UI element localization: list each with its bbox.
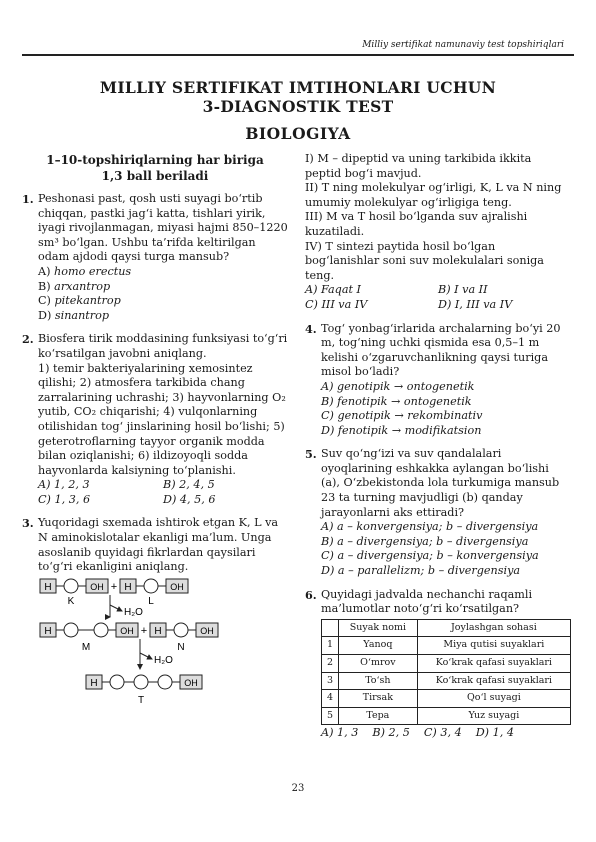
statement-3: III) M va T hosil bo‘lganda suv ajralishi kuzatiladi. bbox=[305, 210, 528, 238]
oh-group-label: OH bbox=[184, 677, 198, 688]
option-d: D) I, III va IV bbox=[438, 297, 513, 311]
question-number: 5. bbox=[305, 447, 317, 462]
dipeptide-m bbox=[40, 623, 138, 653]
question-text: Biosfera tirik moddasining funksiyasi to‘g‘ri ko‘rsatilgan javobni aniqlang. bbox=[38, 332, 288, 360]
h-group-label: H bbox=[90, 677, 98, 689]
question-number: 1. bbox=[22, 192, 34, 206]
option-d: D) 4, 5, 6 bbox=[163, 492, 216, 506]
header-rule bbox=[22, 54, 574, 56]
option-a: A) a – konvergensiya; b – divergensiya bbox=[321, 520, 539, 534]
option-b: B) 2, 5 bbox=[372, 726, 410, 740]
oh-group-label: OH bbox=[200, 625, 214, 636]
table-cell: Ko‘krak qafasi suyaklari bbox=[417, 672, 570, 690]
table-cell: Yuz suyagi bbox=[417, 707, 570, 725]
table-row bbox=[322, 672, 571, 690]
table-cell: Tepa bbox=[339, 707, 418, 725]
header-cell: Joylashgan sohasi bbox=[417, 619, 570, 637]
option-b: B) 2, 4, 5 bbox=[163, 478, 215, 492]
title-line-2: 3-DIAGNOSTIK TEST bbox=[202, 97, 394, 116]
label-l: L bbox=[148, 595, 154, 607]
table-cell: Tirsak bbox=[339, 690, 418, 708]
table-cell: 1 bbox=[322, 637, 339, 655]
question-1 bbox=[22, 192, 288, 323]
label-m: M bbox=[81, 641, 91, 653]
question-number: 3. bbox=[22, 516, 34, 531]
question-number: 2. bbox=[22, 332, 34, 347]
question-text: Tog‘ yonbag‘irlarida archalarning bo‘yi 20 m, tog‘ning uchki qismida esa 0,5–1 m kelishi o‘zgaruvchanlikning qaysi turiga misol bo‘ladi? bbox=[321, 321, 561, 379]
water-release-arrow bbox=[110, 605, 122, 611]
option-d: D) 1, 4 bbox=[475, 726, 514, 740]
table-cell: 2 bbox=[322, 655, 339, 673]
question-4 bbox=[305, 322, 571, 439]
option-b: B) a – divergensiya; b – divergensiya bbox=[321, 534, 529, 548]
water-label: H₂O bbox=[124, 606, 143, 618]
question-text: Yuqoridagi sxemada ishtirok etgan K, L va N aminokislotalar ekanligi ma’lum. Unga asoslanib quyidagi fikrlardan qaysilari to‘g‘ri ekanligini aniqlang. bbox=[38, 516, 279, 574]
table-cell: Qo‘l suyagi bbox=[417, 690, 570, 708]
question-2 bbox=[22, 332, 288, 507]
option-c: C) 3, 4 bbox=[423, 726, 462, 740]
option-d: D) a – parallelizm; b – divergensiya bbox=[321, 564, 521, 578]
option-a: A) 1, 2, 3 bbox=[38, 478, 90, 492]
option-d: D) fenotipik → modifikatsion bbox=[321, 423, 482, 437]
statements: 1) temir bakteriyalarining xemosintez qilishi; 2) atmosfera tarkibida chang zarralarining uchrashi; 3) hayvonlarning O₂ yutib, CO₂ chiqarishi; 4) vulqonlarning otilishidan tog‘ jinslarining hosil bo‘lishi; 5) geterotroflarning tayyor organik modda bilan oziqlanishi; 6) ildizoyoqli sodda hayvonlarda kalsiyning to‘planishi. bbox=[38, 361, 286, 477]
table-row bbox=[322, 637, 571, 655]
option-c: C) III va IV bbox=[305, 297, 368, 311]
table-cell: Miya qutisi suyaklari bbox=[417, 637, 570, 655]
oh-group-label: OH bbox=[90, 581, 104, 592]
table-cell: 5 bbox=[322, 707, 339, 725]
left-column bbox=[22, 152, 288, 712]
scoring-line-2: 1,3 ball beriladi bbox=[101, 169, 209, 183]
option-b: B) fenotipik → ontogenetik bbox=[321, 394, 472, 408]
water-release-arrow bbox=[140, 653, 152, 659]
question-text: Peshonasi past, qosh usti suyagi bo‘rtib chiqqan, pastki jag‘i katta, tishlari yirik, iyagi rivojlanmagan, miyasi hajmi 850–1220 sm³ bo‘lgan. Ushbu ta’rifda keltirilgan odam ajdodi qaysi turga mansub? bbox=[38, 192, 288, 264]
h-group-label: H bbox=[124, 581, 132, 593]
oh-group-label: OH bbox=[120, 625, 134, 636]
label-n: N bbox=[177, 641, 185, 653]
oh-group-label: OH bbox=[170, 581, 184, 592]
question-text: Quyidagi jadvalda nechanchi raqamli ma’lumotlar noto‘g‘ri ko‘rsatilgan? bbox=[321, 587, 533, 616]
question-number: 6. bbox=[305, 587, 317, 602]
bones-table bbox=[321, 619, 571, 726]
page-number: 23 bbox=[291, 783, 305, 794]
question-6 bbox=[305, 588, 571, 617]
table-header-row bbox=[322, 619, 571, 637]
question-3 bbox=[22, 516, 288, 574]
water-label: H₂O bbox=[154, 654, 173, 666]
amino-acid-l bbox=[120, 579, 188, 607]
option-a: A) Faqat I bbox=[305, 283, 361, 297]
plus-sign: + bbox=[140, 624, 148, 637]
table-row bbox=[322, 690, 571, 708]
statement-2: II) T ning molekulyar og‘irligi, K, L va N ning umumiy molekulyar og‘irligiga teng. bbox=[305, 181, 562, 209]
table-cell: 4 bbox=[322, 690, 339, 708]
scoring-line-1: 1–10-topshiriqlarning har biriga bbox=[46, 153, 264, 167]
table-cell: Ko‘krak qafasi suyaklari bbox=[417, 655, 570, 673]
test-title bbox=[0, 78, 596, 116]
question-3-statements bbox=[305, 152, 571, 313]
h-group-label: H bbox=[44, 625, 52, 637]
table-cell: O‘mrov bbox=[339, 655, 418, 673]
amino-acid-k bbox=[40, 579, 108, 607]
option-b: B) I va II bbox=[438, 283, 488, 297]
running-header: Milliy sertifikat namunaviy test topshiriqlari bbox=[362, 40, 564, 50]
table-row bbox=[322, 655, 571, 673]
table-cell: 3 bbox=[322, 672, 339, 690]
statement-1: I) M – dipeptid va uning tarkibida ikkita peptid bog‘i mavjud. bbox=[305, 152, 532, 180]
h-group-label: H bbox=[44, 581, 52, 593]
question-text: Suv qo‘ng‘izi va suv qandalalari oyoqlarining eshkakka aylangan bo‘lishi (a), O‘zbekistonda lola turkumiga mansub 23 ta turning mavjudligi (b) qanday jarayonlarni aks ettiradi? bbox=[321, 447, 560, 519]
h-group-label: H bbox=[154, 625, 162, 637]
option-c: C) a – divergensiya; b – konvergensiya bbox=[321, 549, 539, 563]
table-cell: Yanoq bbox=[339, 637, 418, 655]
option-b: B) arxantrop bbox=[38, 279, 111, 293]
subject-heading: BIOLOGIYA bbox=[245, 124, 351, 143]
amino-acid-n bbox=[150, 623, 218, 653]
question-number: 4. bbox=[305, 321, 317, 336]
header-cell: Suyak nomi bbox=[339, 619, 418, 637]
option-c: C) 1, 3, 6 bbox=[38, 492, 91, 506]
statement-4: IV) T sintezi paytida hosil bo‘lgan bog‘lanishlar soni suv molekulalari soniga teng. bbox=[305, 239, 544, 282]
option-c: C) pitekantrop bbox=[38, 294, 121, 308]
header-cell bbox=[322, 619, 339, 637]
peptide-synthesis-diagram bbox=[38, 577, 288, 712]
tripeptide-t bbox=[86, 675, 202, 706]
scoring-note bbox=[22, 152, 288, 184]
option-a: A) 1, 3 bbox=[321, 726, 359, 740]
option-a: A) genotipik → ontogenetik bbox=[321, 379, 475, 393]
right-column bbox=[305, 152, 571, 741]
option-d: D) sinantrop bbox=[38, 308, 110, 322]
option-c: C) genotipik → rekombinativ bbox=[321, 409, 483, 423]
table-row bbox=[322, 707, 571, 725]
label-k: K bbox=[67, 595, 75, 607]
option-a: A) homo erectus bbox=[38, 264, 132, 278]
table-cell: To‘sh bbox=[339, 672, 418, 690]
label-t: T bbox=[137, 694, 145, 706]
plus-sign: + bbox=[110, 580, 118, 593]
question-5 bbox=[305, 447, 571, 578]
title-line-1: MILLIY SERTIFIKAT IMTIHONLARI UCHUN bbox=[99, 78, 497, 97]
